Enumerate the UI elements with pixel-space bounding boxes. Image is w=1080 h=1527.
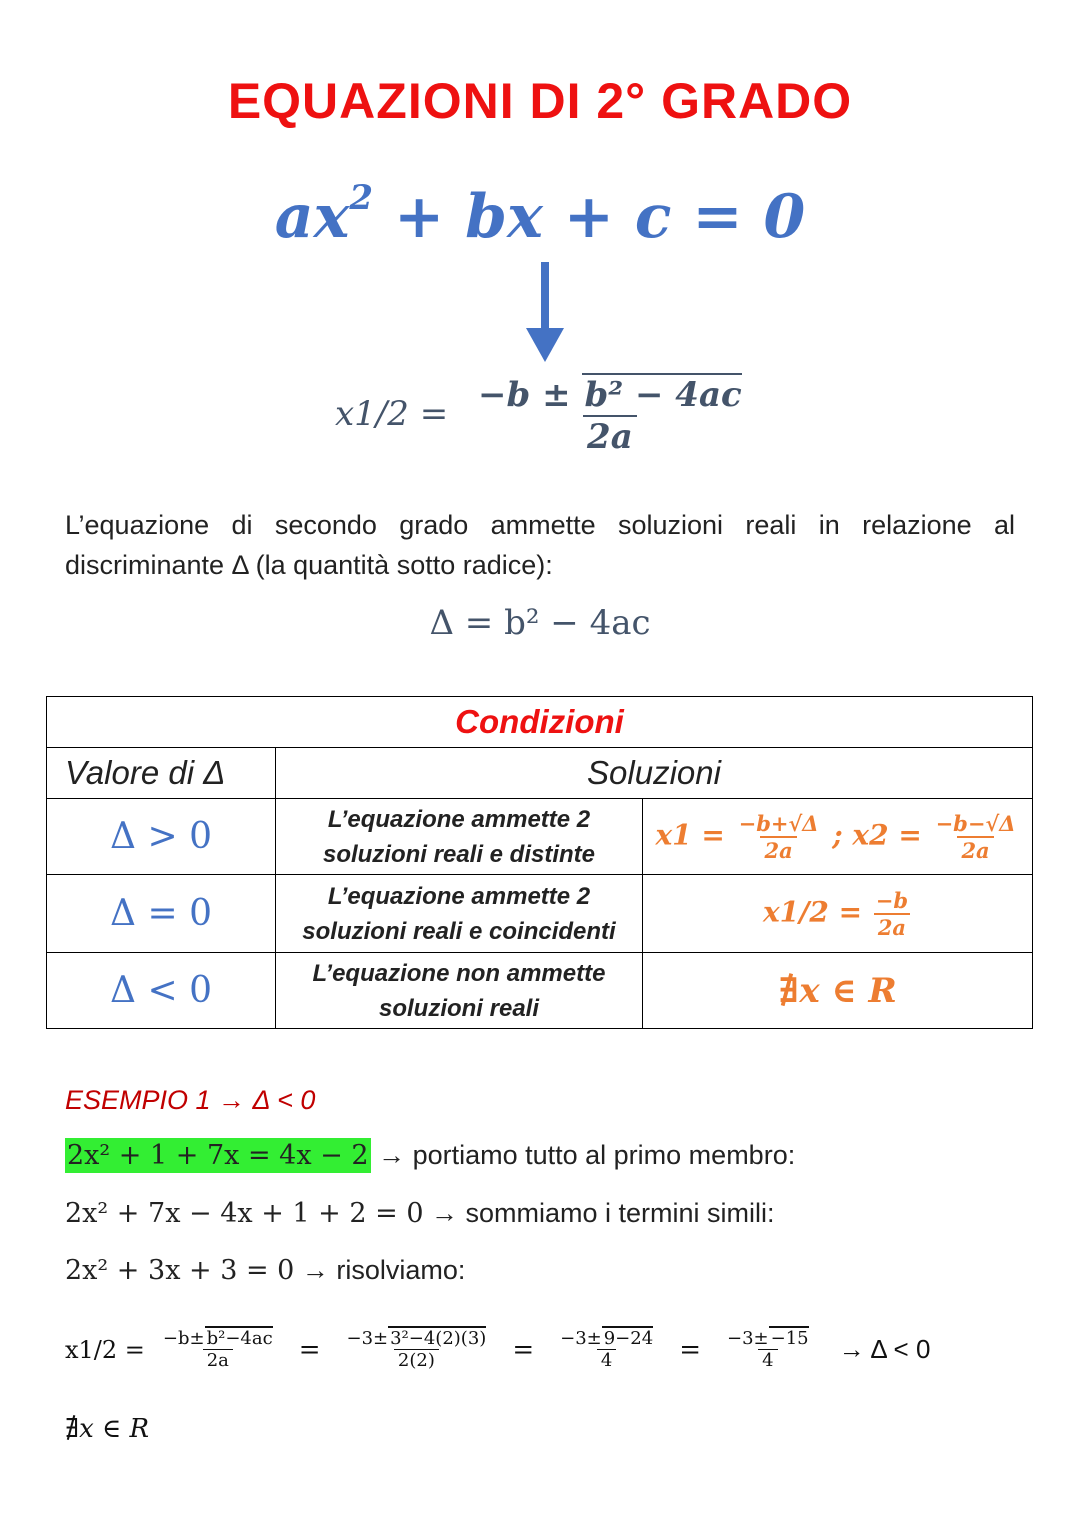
example-line-3: 2x² + 3x + 3 = 0 → risolviamo: bbox=[65, 1255, 466, 1286]
table-row bbox=[47, 875, 1033, 953]
delta-zero: Δ = 0 bbox=[47, 875, 276, 953]
arrow-down-icon bbox=[522, 262, 568, 366]
conditions-table bbox=[46, 696, 1033, 1029]
quadratic-formula bbox=[335, 375, 746, 457]
table-row bbox=[47, 953, 1033, 1029]
fraction: $\frac{-3\pm 9-24}{4}$ bbox=[560, 1328, 654, 1371]
solution-cell: x1/2 = $\frac{-b}{2a}$ bbox=[643, 875, 1033, 953]
general-equation: $ax^2$ + bx + c = 0 bbox=[274, 178, 806, 252]
row-description: L’equazione ammette 2 soluzioni reali e distinte bbox=[276, 799, 643, 875]
solution-cell: x1 = $\frac{-b+√\Delta}{2a}$ ; x2 = $\frac{-b-√\Delta}{2a}$ bbox=[643, 799, 1033, 875]
table-title: Condizioni bbox=[47, 697, 1033, 748]
delta-negative: Δ < 0 bbox=[47, 953, 276, 1029]
formula-lhs: x1/2 = bbox=[335, 394, 449, 434]
row-description: L’equazione ammette 2 soluzioni reali e coincidenti bbox=[276, 875, 643, 953]
header-solutions: Soluzioni bbox=[276, 748, 1033, 799]
header-value: Valore di Δ bbox=[47, 748, 276, 799]
example-solution-chain: x1/2 = $\frac{\text{−b± b²−4ac}}{2a}$ = $\frac{\text{−3± 3²−4(2)(3)}}{2(2)}$ = $\frac{-3\pm 9-24}{4}$ = $\frac{-3\pm -15}{4}$ → Δ < 0 bbox=[65, 1328, 931, 1371]
fraction: $\frac{\text{−3± 3²−4(2)(3)}}{2(2)}$ bbox=[346, 1328, 487, 1371]
example-conclusion: ∄x ∈ R bbox=[65, 1414, 150, 1444]
fraction: $\frac{-3\pm -15}{4}$ bbox=[726, 1328, 809, 1371]
fraction: $\frac{\text{−b± b²−4ac}}{2a}$ bbox=[162, 1328, 273, 1371]
delta-positive: Δ > 0 bbox=[47, 799, 276, 875]
highlighted-equation: 2x² + 1 + 7x = 4x − 2 bbox=[67, 1140, 369, 1171]
solution-cell: ∄x ∈ R bbox=[643, 953, 1033, 1029]
page-title: EQUAZIONI DI 2° GRADO bbox=[227, 73, 853, 129]
example-line-2: 2x² + 7x − 4x + 1 + 2 = 0 → sommiamo i termini simili: bbox=[65, 1198, 775, 1229]
example-title: ESEMPIO 1 → Δ < 0 bbox=[65, 1085, 316, 1115]
intro-paragraph: L’equazione di secondo grado ammette soluzioni reali in relazione al discriminante Δ (la quantità sotto radice): bbox=[65, 510, 1015, 580]
formula-fraction: $\frac{\text{−b ± b² − 4ac}}{2a}$ bbox=[478, 375, 742, 457]
discriminant-formula: Δ = b² − 4ac bbox=[429, 603, 651, 643]
table-row bbox=[47, 799, 1033, 875]
example-line-1: 2x² + 1 + 7x = 4x − 2 → portiamo tutto al primo membro: bbox=[67, 1140, 796, 1171]
row-description: L’equazione non ammette soluzioni reali bbox=[276, 953, 643, 1029]
